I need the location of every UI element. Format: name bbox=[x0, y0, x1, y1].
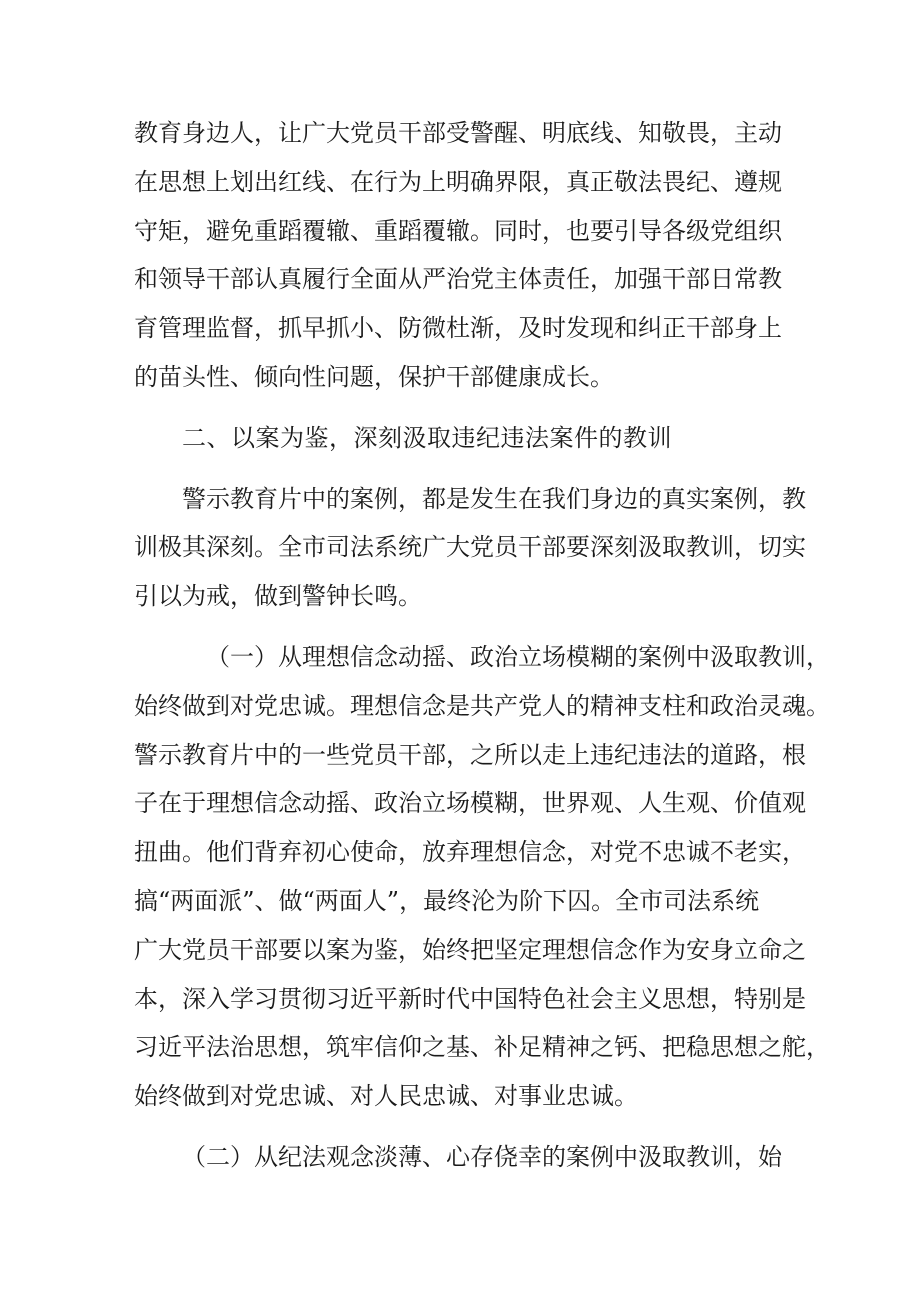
paragraph-5 bbox=[134, 1133, 784, 1182]
subheading-line: （一）从理想信念动摇、政治立场模糊的案例中汲取教训， bbox=[206, 642, 830, 671]
text-line: 本，深入学习贯彻习近平新时代中国特色社会主义思想，特别是 bbox=[134, 984, 806, 1013]
text-line: 始终做到对党忠诚。理想信念是共产党人的精神支柱和政治灵魂。 bbox=[134, 691, 830, 720]
text-line: 和领导干部认真履行全面从严治党主体责任，加强干部日常教 bbox=[134, 265, 782, 294]
text-line: 始终做到对党忠诚、对人民忠诚、对事业忠诚。 bbox=[134, 1082, 638, 1111]
text-line: 搞“两面派”、做“两面人”，最终沦为阶下囚。全市司法系统 bbox=[134, 886, 760, 915]
paragraph-1 bbox=[134, 109, 784, 402]
subheading-line: （二）从纪法观念淡薄、心存侥幸的案例中汲取教训，始 bbox=[182, 1142, 782, 1171]
text-line: 育管理监督，抓早抓小、防微杜渐，及时发现和纠正干部身上 bbox=[134, 314, 782, 343]
text-line: 子在于理想信念动摇、政治立场模糊，世界观、人生观、价值观 bbox=[134, 789, 806, 818]
text-line: 训极其深刻。全市司法系统广大党员干部要深刻汲取教训，切实 bbox=[134, 533, 806, 562]
heading-line: 二、以案为鉴，深刻汲取违纪违法案件的教训 bbox=[182, 423, 672, 452]
text-line: 扭曲。他们背弃初心使命，放弃理想信念，对党不忠诚不老实， bbox=[134, 838, 806, 867]
text-line: 习近平法治思想，筑牢信仰之基、补足精神之钙、把稳思想之舵， bbox=[134, 1033, 830, 1062]
text-line: 的苗头性、倾向性问题，保护干部健康成长。 bbox=[134, 362, 614, 391]
text-line: 警示教育片中的案例，都是发生在我们身边的真实案例，教 bbox=[182, 484, 806, 513]
paragraph-3 bbox=[134, 475, 806, 621]
text-line: 守矩，避免重蹈覆辙、重蹈覆辙。同时，也要引导各级党组织 bbox=[134, 216, 782, 245]
paragraph-4 bbox=[134, 633, 830, 1121]
text-line: 教育身边人，让广大党员干部受警醒、明底线、知敬畏，主动 bbox=[134, 119, 782, 147]
text-line: 警示教育片中的一些党员干部，之所以走上违纪违法的道路，根 bbox=[134, 740, 806, 769]
section-heading bbox=[134, 414, 784, 463]
document-body bbox=[134, 109, 830, 1194]
text-line: 引以为戒，做到警钟长鸣。 bbox=[134, 582, 422, 611]
text-line: 广大党员干部要以案为鉴，始终把坚定理想信念作为安身立命之 bbox=[134, 935, 806, 964]
text-line: 在思想上划出红线、在行为上明确界限，真正敬法畏纪、遵规 bbox=[134, 167, 782, 196]
